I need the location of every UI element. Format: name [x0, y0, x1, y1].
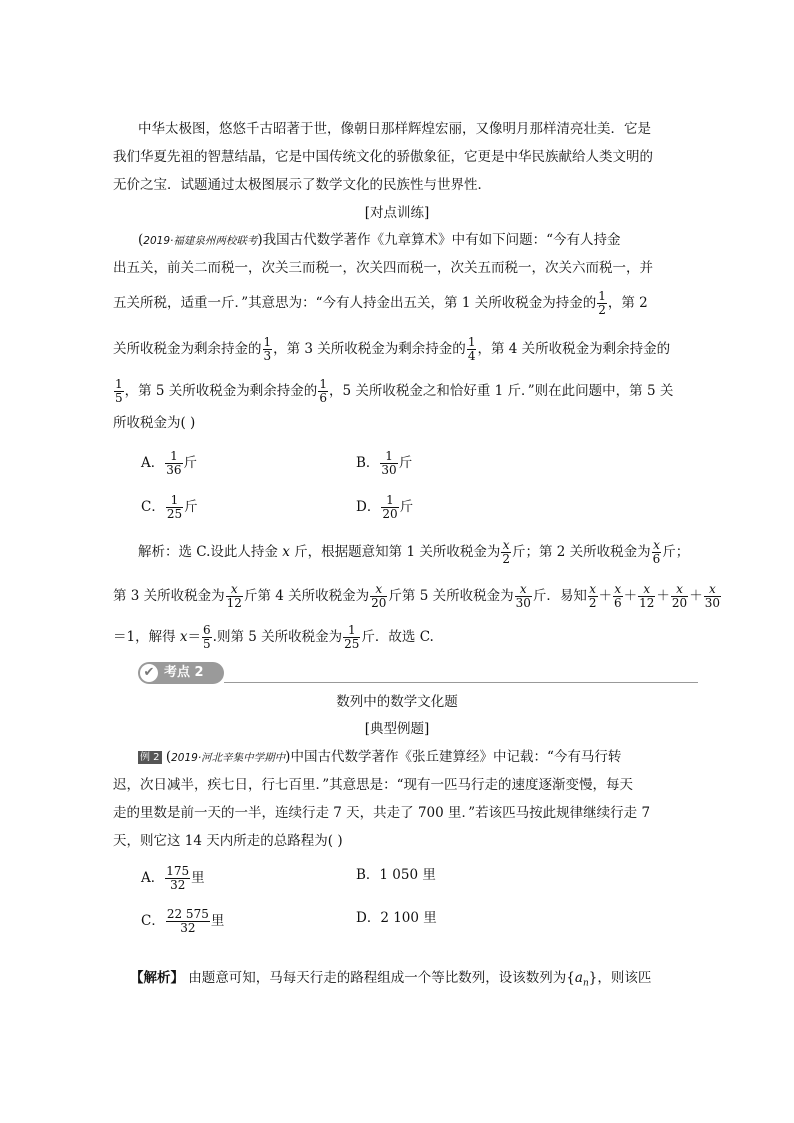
- training-text-3b: ，第 2: [607, 295, 648, 311]
- section-divider: [224, 682, 698, 683]
- training-text-4a: 关所收税金为剩余持金的: [113, 341, 262, 357]
- training-text-3: 五关所税，适重一斤．”其意思为：“今有人持金出五关，第 1 关所收税金为持金的: [113, 295, 597, 311]
- example-tag: 例 2: [140, 752, 160, 763]
- example-source: 2019·河北辛集中学期中: [171, 752, 286, 764]
- training-para-5: [113, 378, 673, 405]
- typical-heading: [典型例题]: [364, 721, 430, 737]
- training-para-4: [113, 336, 670, 363]
- section-badge-label: 考点 2: [164, 665, 204, 680]
- paren-open: (: [138, 232, 144, 248]
- intro-line-3: 无价之宝．试题通过太极图展示了数学文化的民族性与世界性．: [113, 177, 491, 193]
- example-line-2: 迟，次日减半，疾七日，行七百里．”其意思是：“现有一匹马行走的速度逐渐变慢，每天: [113, 777, 634, 793]
- analysis-label: 【解析】: [130, 970, 184, 986]
- fraction-one-half: $\frac{1}{2}$: [598, 289, 606, 317]
- fraction-one-sixth: $\frac{1}{6}$: [319, 377, 327, 405]
- solution-line-2: 第 3 关所收税金为 $\frac{x}{12}$ 斤第 4 关所收税金为 $\frac{x}{20}$ 斤第 5 关所收税金为 $\frac{x}{30}$ 斤．易知 $\frac{x}{2}$ ＋ $\frac{x}{6}$ ＋ $\frac{x}{12}$ ＋ $\frac{x}{20}$ ＋ $\frac{x}{30}$: [113, 582, 720, 610]
- fraction-one-third: $\frac{1}{3}$: [263, 335, 272, 363]
- intro-line-1: 中华太极图，悠悠千古昭著于世，像朝日那样辉煌宏丽，又像明月那样清亮壮美．它是: [138, 121, 651, 137]
- section-badge: [138, 662, 224, 684]
- training-text-5a: ，第 5 关所收税金为剩余持金的: [124, 383, 318, 399]
- training-text-4c: ，第 4 关所收税金为剩余持金的: [477, 341, 671, 357]
- fraction-one-fifth: $\frac{1}{5}$: [115, 377, 123, 405]
- example-option-a: A． $\frac{175}{32}$ 里: [141, 864, 205, 892]
- example-option-b: B．1 050 里: [356, 867, 436, 883]
- training-text-4b: ，第 3 关所收税金为剩余持金的: [273, 341, 466, 357]
- section-title: 数列中的数学文化题: [336, 694, 458, 710]
- solution-line-1: 解析：选 C.设此人持金 x 斤，根据题意知第 1 关所收税金为 $\frac{x}{2}$ 斤；第 2 关所收税金为 $\frac{x}{6}$ 斤；: [138, 538, 690, 566]
- option-b: B． $\frac{1}{30}$ 斤: [356, 449, 413, 477]
- option-d: D． $\frac{1}{20}$ 斤: [356, 493, 414, 521]
- solution-line-3: ＝1，解得 x＝ $\frac{6}{5}$ .则第 5 关所收税金为 $\frac{1}{25}$ 斤．故选 C.: [113, 623, 434, 651]
- training-para-2: 出五关，前关二而税一，次关三而税一，次关四而税一，次关五而税一，次关六而税一，并: [113, 260, 653, 276]
- training-para-1: [138, 230, 621, 251]
- example-option-d: D．2 100 里: [356, 910, 437, 926]
- training-text-1: )我国古代数学著作《九章算术》中有如下问题：“今有人持金: [257, 232, 621, 248]
- section-badge-bar: [138, 662, 698, 684]
- option-c: C． $\frac{1}{25}$ 斤: [141, 493, 198, 521]
- example-option-c: C． $\frac{22 575}{32}$ 里: [141, 907, 225, 935]
- training-heading: [对点训练]: [364, 205, 430, 221]
- analysis-line: 【解析】 由题意可知，马每天行走的路程组成一个等比数列，设该数列为$\{a_n\}$，则该匹: [130, 970, 652, 989]
- example-line-3: 走的里数是前一天的一半，连续行走 7 天，共走了 700 里．”若该匹马按此规律继续行走 7: [113, 805, 651, 821]
- example-line-1: 例 2 (2019·河北辛集中学期中)中国古代数学著作《张丘建算经》中记载：“今有马行转: [140, 749, 622, 765]
- check-icon: ✔: [140, 664, 158, 682]
- training-text-5b: ，5 关所收税金之和恰好重 1 斤．”则在此问题中，第 5 关: [328, 383, 674, 399]
- example-line-4: 天，则它这 14 天内所走的总路程为( ): [113, 833, 343, 849]
- fraction-one-quarter: $\frac{1}{4}$: [467, 335, 476, 363]
- option-a: A． $\frac{1}{36}$ 斤: [141, 449, 198, 477]
- training-para-3: [113, 290, 648, 317]
- training-source: 2019·福建泉州两校联考: [143, 235, 258, 247]
- training-para-6: 所收税金为( ): [113, 415, 196, 431]
- intro-line-2: 我们华夏先祖的智慧结晶，它是中国传统文化的骄傲象征，它更是中华民族献给人类文明的: [113, 149, 653, 165]
